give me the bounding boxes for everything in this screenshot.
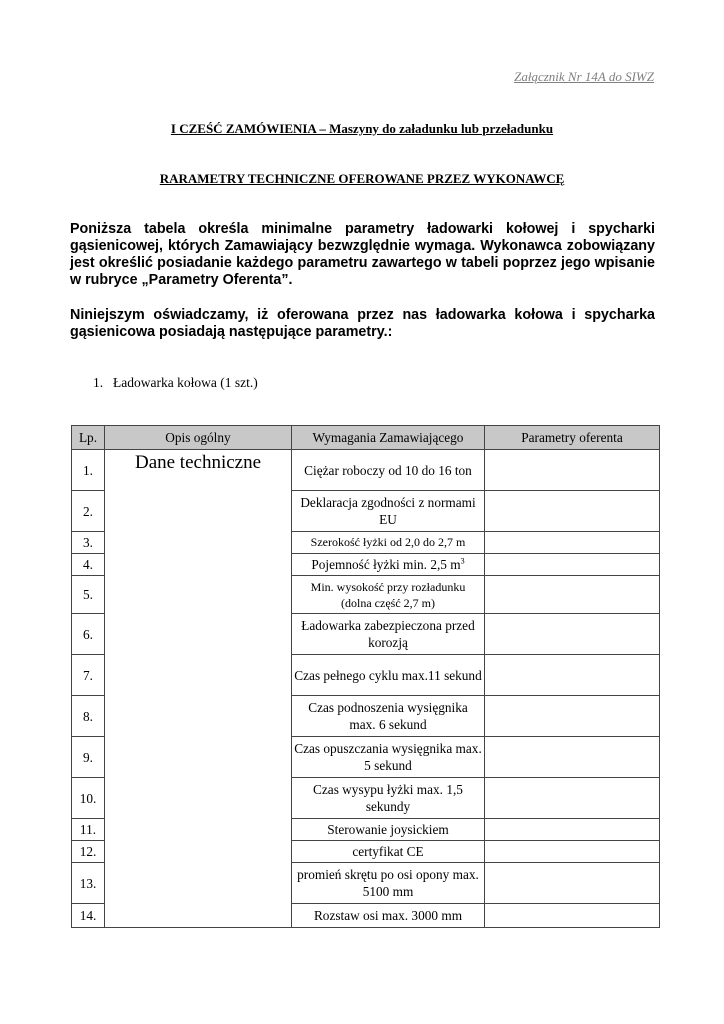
row-number: 11. [72,819,105,841]
section-subtitle: RARAMETRY TECHNICZNE OFEROWANE PRZEZ WYKONAWCĘ [159,171,565,186]
row-number: 1. [72,450,105,491]
requirement-cell: Ładowarka zabezpieczona przed korozją [292,614,485,655]
row-number: 8. [72,696,105,737]
row-number: 9. [72,737,105,778]
attachment-label: Załącznik Nr 14A do SIWZ [514,69,654,84]
requirement-cell: Czas pełnego cyklu max.11 sekund [292,655,485,696]
requirement-text: Pojemność łyżki min. 2,5 m [311,557,461,572]
offer-value-cell[interactable] [485,819,660,841]
row-number: 6. [72,614,105,655]
header-offer-parameters: Parametry oferenta [485,426,660,450]
table-header-row [72,426,660,450]
requirement-cell: Min. wysokość przy rozładunku (dolna część 2,7 m) [292,576,485,614]
row-number: 3. [72,532,105,554]
superscript: 3 [460,556,465,566]
requirement-cell: Deklaracja zgodności z normami EU [292,491,485,532]
row-number: 10. [72,778,105,819]
list-item-number: 1. [93,375,104,390]
offer-value-cell[interactable] [485,532,660,554]
requirement-cell: Ciężar roboczy od 10 do 16 ton [292,450,485,491]
list-item [93,375,258,391]
intro-paragraph-2: Niniejszym oświadczamy, iż oferowana przez nas ładowarka kołowa i spycharka gąsienicowa posiadają następujące parametry.: [70,307,655,340]
row-number: 14. [72,904,105,928]
row-number: 13. [72,863,105,904]
requirement-cell: Czas opuszczania wysięgnika max. 5 sekund [292,737,485,778]
row-number: 2. [72,491,105,532]
offer-value-cell[interactable] [485,450,660,491]
offer-value-cell[interactable] [485,554,660,576]
offer-value-cell[interactable] [485,576,660,614]
row-number: 12. [72,841,105,863]
header-lp: Lp. [72,426,105,450]
row-number: 7. [72,655,105,696]
offer-value-cell[interactable] [485,491,660,532]
offer-value-cell[interactable] [485,737,660,778]
offer-value-cell[interactable] [485,696,660,737]
row-number: 5. [72,576,105,614]
header-general-description: Opis ogólny [105,426,292,450]
table-row [72,450,660,491]
requirement-cell: Sterowanie joysickiem [292,819,485,841]
requirement-cell: Czas wysypu łyżki max. 1,5 sekundy [292,778,485,819]
offer-value-cell[interactable] [485,904,660,928]
requirement-cell: Szerokość łyżki od 2,0 do 2,7 m [292,532,485,554]
offer-value-cell[interactable] [485,863,660,904]
offer-value-cell[interactable] [485,655,660,696]
requirement-cell: Rozstaw osi max. 3000 mm [292,904,485,928]
header-requirements: Wymagania Zamawiającego [292,426,485,450]
intro-paragraph-1: Poniższa tabela określa minimalne parametry ładowarki kołowej i spycharki gąsienicowej, których Zamawiający bezwzględnie wymaga. Wykonawca zobowiązany jest określić posiadanie każdego parametru zawartego w tabeli poprzez jego wpisanie w rubryce „Parametry Oferenta”. [70,221,655,288]
general-description-cell: Dane techniczne [105,450,292,928]
offer-value-cell[interactable] [485,841,660,863]
requirement-cell [292,554,485,576]
list-item-text: Ładowarka kołowa (1 szt.) [113,375,258,390]
requirement-cell: promień skrętu po osi opony max. 5100 mm [292,863,485,904]
offer-value-cell[interactable] [485,778,660,819]
requirement-cell: Czas podnoszenia wysięgnika max. 6 sekund [292,696,485,737]
requirement-cell: certyfikat CE [292,841,485,863]
part-title: I CZEŚĆ ZAMÓWIENIA – Maszyny do załadunku lub przeładunku [170,121,554,136]
offer-value-cell[interactable] [485,614,660,655]
row-number: 4. [72,554,105,576]
spec-table [71,425,660,928]
